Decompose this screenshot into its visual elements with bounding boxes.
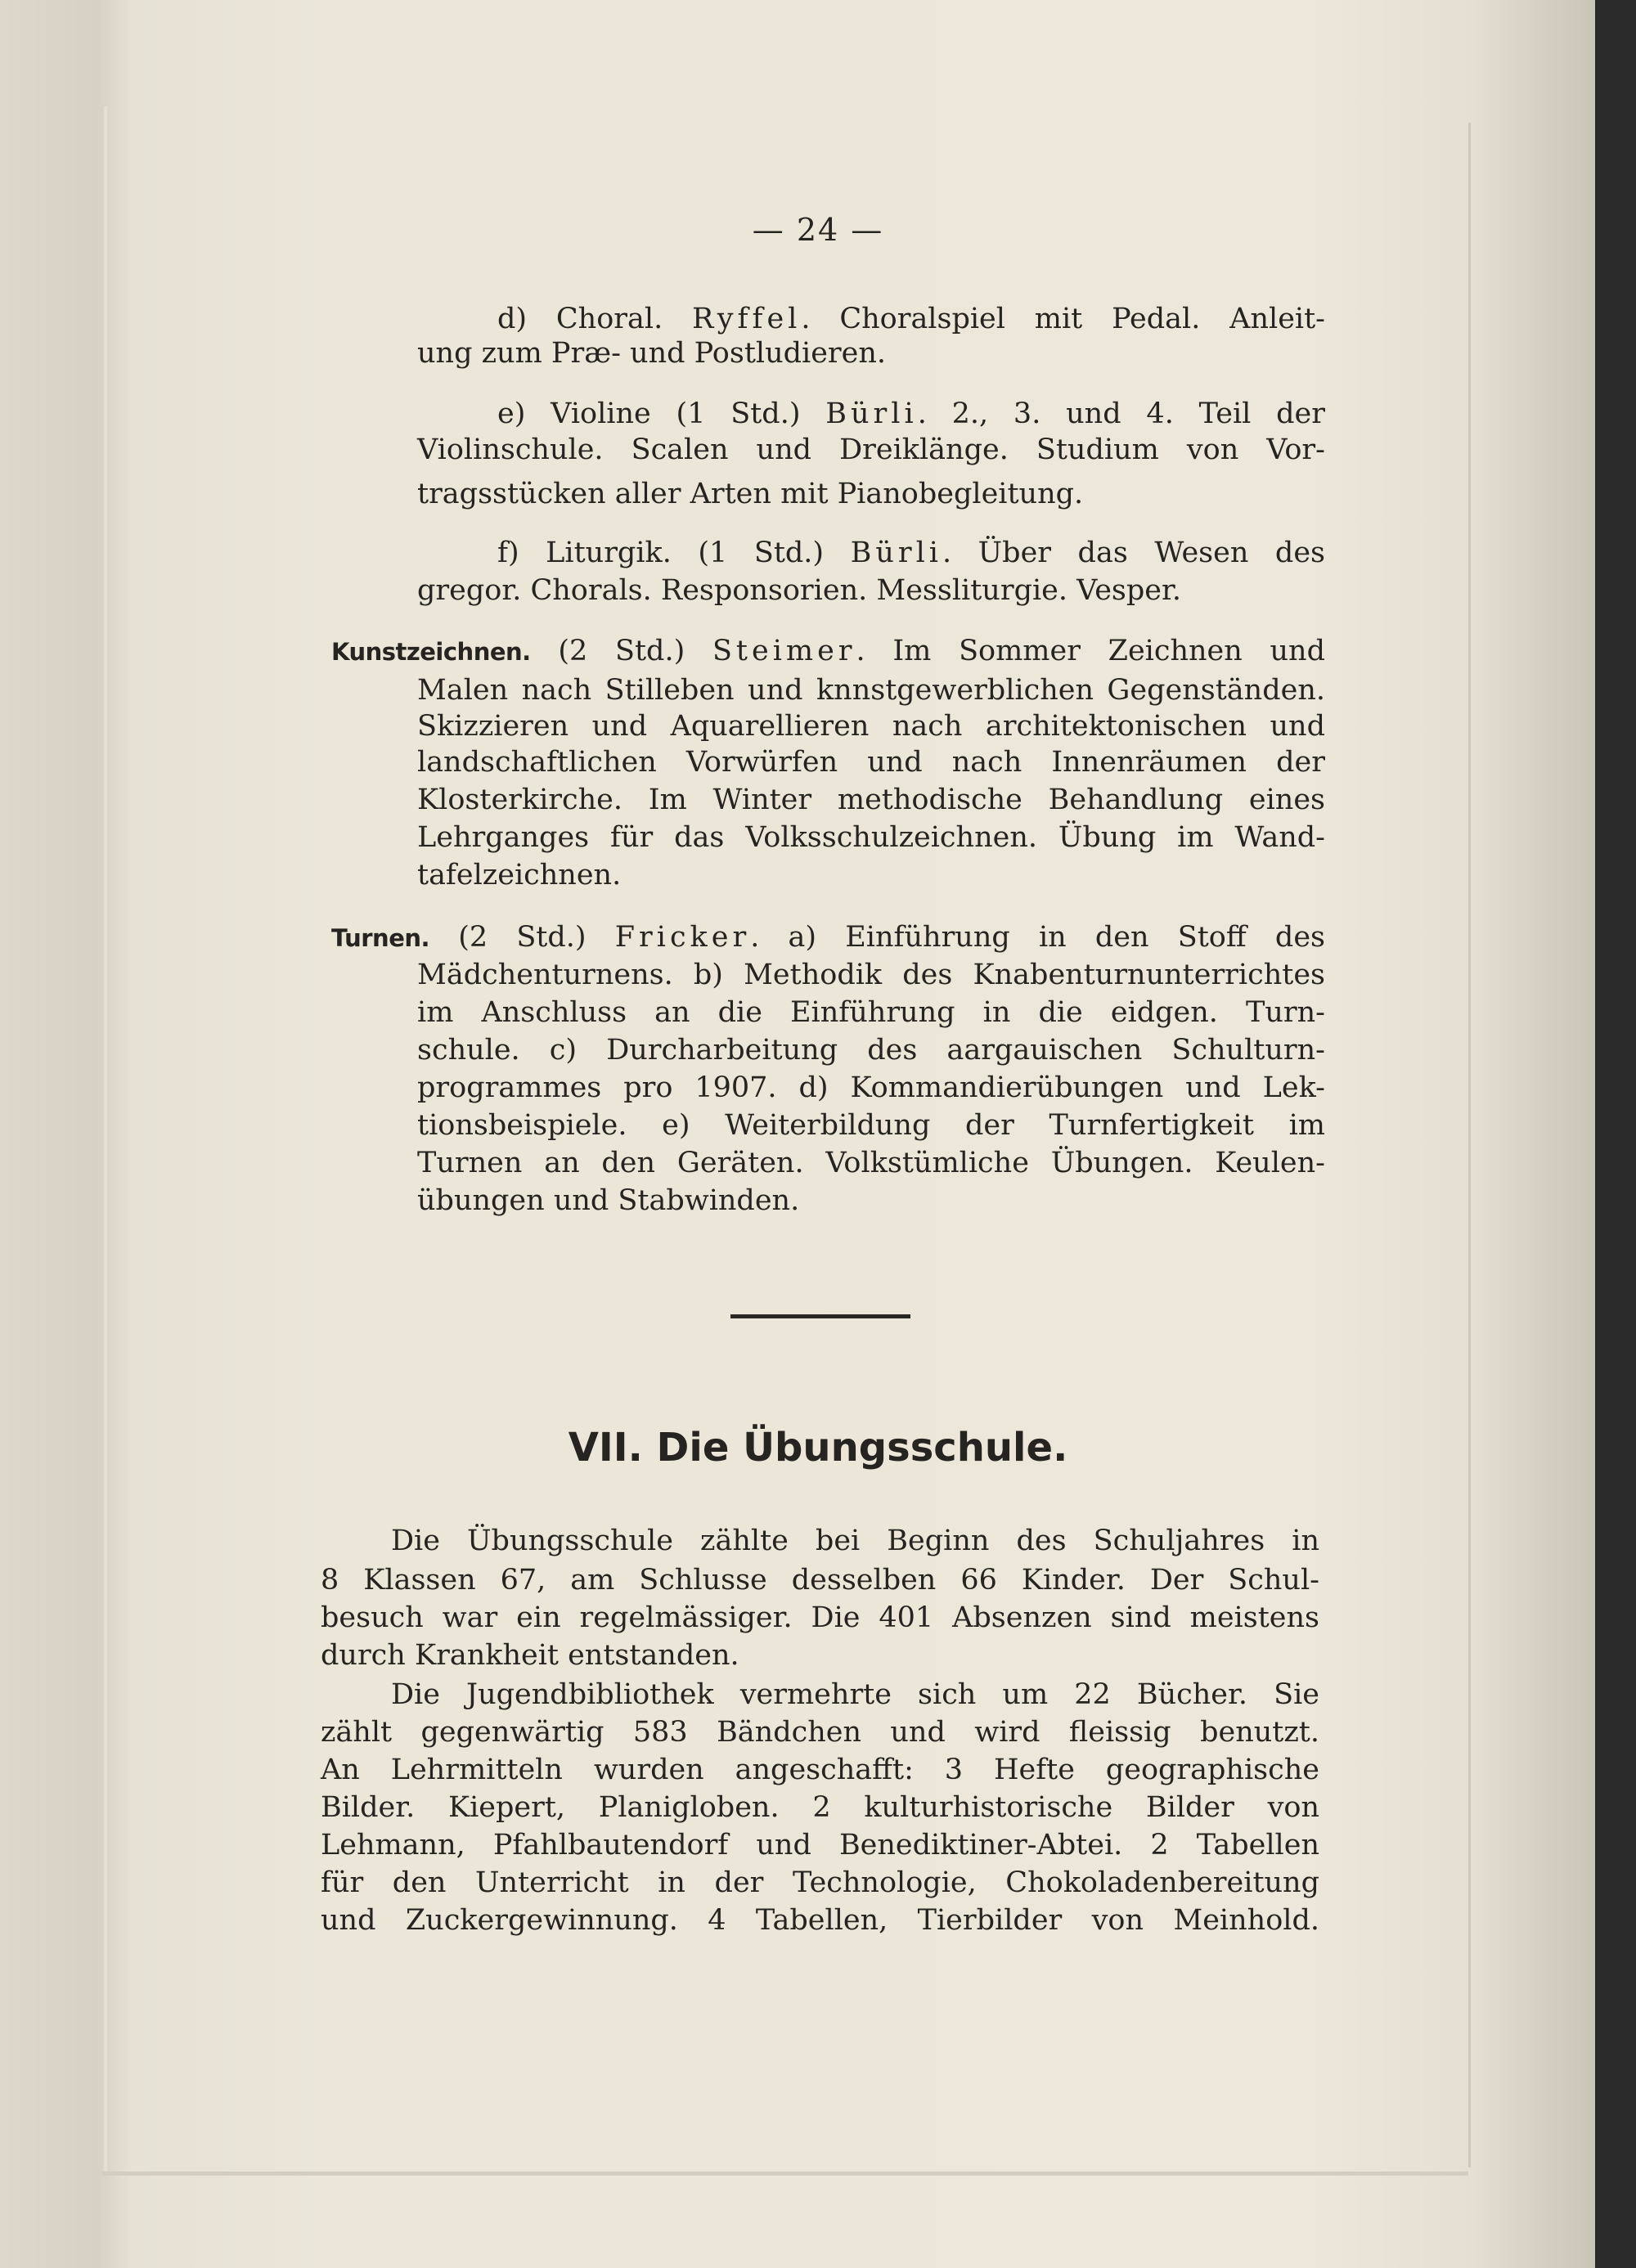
kunstzeichnen-line-5: Klosterkirche. Im Winter methodische Behandlung eines	[417, 784, 1325, 816]
violine-rest: . 2., 3. und 4. Teil der	[917, 397, 1325, 430]
kunstzeichnen-line-2: Malen nach Stilleben und knnstgewerblichen Gegenständen.	[417, 674, 1325, 707]
liturgik-intro: f) Liturgik. (1 Std.)	[497, 537, 851, 569]
violine-line-1	[497, 396, 1325, 432]
violine-line-3: tragsstücken aller Arten mit Pianobegleitung.	[417, 478, 1084, 510]
kunstzeichnen-line-7: tafelzeichnen.	[417, 859, 622, 891]
turnen-tail: . a) Einführung in den Stoff des	[750, 921, 1325, 954]
liturgik-teacher: Bürli	[850, 537, 943, 569]
violine-line-2: Violinschule. Scalen und Dreiklänge. Studium von Vor-	[417, 433, 1325, 466]
kunstzeichnen-line-6: Lehrganges für das Volksschulzeichnen. Übung im Wand-	[417, 821, 1325, 854]
choral-line-2: ung zum Præ- und Postludieren.	[417, 337, 887, 370]
turnen-line-3: im Anschluss an die Einführung in die eidgen. Turn-	[417, 996, 1325, 1029]
liturgik-line-2: gregor. Chorals. Responsorien. Messliturgie. Vesper.	[417, 574, 1181, 607]
turnen-line-2: Mädchenturnens. b) Methodik des Knabenturnunterrichtes	[417, 959, 1325, 991]
kunstzeichnen-hours: (2 Std.)	[530, 635, 712, 667]
choral-teacher: Ryffel	[692, 303, 802, 335]
uebungsschule-line-4: durch Krankheit entstanden.	[321, 1639, 739, 1672]
kunstzeichnen-line-1	[331, 633, 1325, 670]
turnen-line-4: schule. c) Durcharbeitung des aargauischen Schulturn-	[417, 1034, 1325, 1067]
choral-line-1	[497, 301, 1325, 337]
liturgik-line-1	[497, 535, 1325, 571]
bibliothek-line-6: für den Unterricht in der Technologie, Chokoladenbereitung	[321, 1866, 1319, 1899]
kunstzeichnen-heading: Kunstzeichnen.	[331, 638, 531, 666]
bibliothek-line-1: Die Jugendbibliothek vermehrte sich um 22 Bücher. Sie	[391, 1678, 1319, 1711]
kunstzeichnen-line-3: Skizzieren und Aquarellieren nach architektonischen und	[417, 710, 1325, 743]
bibliothek-line-3: An Lehrmitteln wurden angeschafft: 3 Hefte geographische	[321, 1754, 1319, 1786]
turnen-heading: Turnen.	[331, 924, 430, 952]
turnen-line-5: programmes pro 1907. d) Kommandierübungen und Lek-	[417, 1071, 1325, 1104]
violine-teacher: Bürli	[825, 397, 918, 430]
section-divider	[730, 1314, 910, 1318]
chapter-heading: VII. Die Übungsschule.	[568, 1425, 1068, 1471]
kunstzeichnen-tail: . Im Sommer Zeichnen und	[856, 635, 1325, 667]
turnen-teacher: Fricker	[614, 921, 751, 954]
bibliothek-line-7: und Zuckergewinnung. 4 Tabellen, Tierbilder von Meinhold.	[321, 1904, 1319, 1937]
bibliothek-line-4: Bilder. Kiepert, Planigloben. 2 kulturhistorische Bilder von	[321, 1791, 1319, 1824]
kunstzeichnen-teacher: Steimer	[712, 635, 856, 667]
bibliothek-line-2: zählt gegenwärtig 583 Bändchen und wird fleissig benutzt.	[321, 1716, 1319, 1749]
choral-rest: . Choralspiel mit Pedal. Anleit-	[801, 303, 1325, 335]
choral-intro: d) Choral.	[497, 303, 693, 335]
turnen-line-6: tionsbeispiele. e) Weiterbildung der Turnfertigkeit im	[417, 1109, 1325, 1142]
turnen-line-7: Turnen an den Geräten. Volkstümliche Übungen. Keulen-	[417, 1147, 1325, 1179]
turnen-hours: (2 Std.)	[429, 921, 615, 954]
bibliothek-line-5: Lehmann, Pfahlbautendorf und Benediktiner-Abtei. 2 Tabellen	[321, 1829, 1319, 1862]
uebungsschule-line-1: Die Übungsschule zählte bei Beginn des Schuljahres in	[391, 1525, 1319, 1557]
violine-intro: e) Violine (1 Std.)	[497, 397, 826, 430]
uebungsschule-line-2: 8 Klassen 67, am Schlusse desselben 66 Kinder. Der Schul-	[321, 1564, 1319, 1597]
turnen-line-8: übungen und Stabwinden.	[417, 1184, 800, 1217]
page-number: — 24 —	[752, 212, 884, 248]
uebungsschule-line-3: besuch war ein regelmässiger. Die 401 Absenzen sind meistens	[321, 1601, 1319, 1634]
liturgik-rest: . Über das Wesen des	[942, 537, 1325, 569]
turnen-line-1	[331, 919, 1325, 956]
kunstzeichnen-line-4: landschaftlichen Vorwürfen und nach Innenräumen der	[417, 746, 1325, 779]
